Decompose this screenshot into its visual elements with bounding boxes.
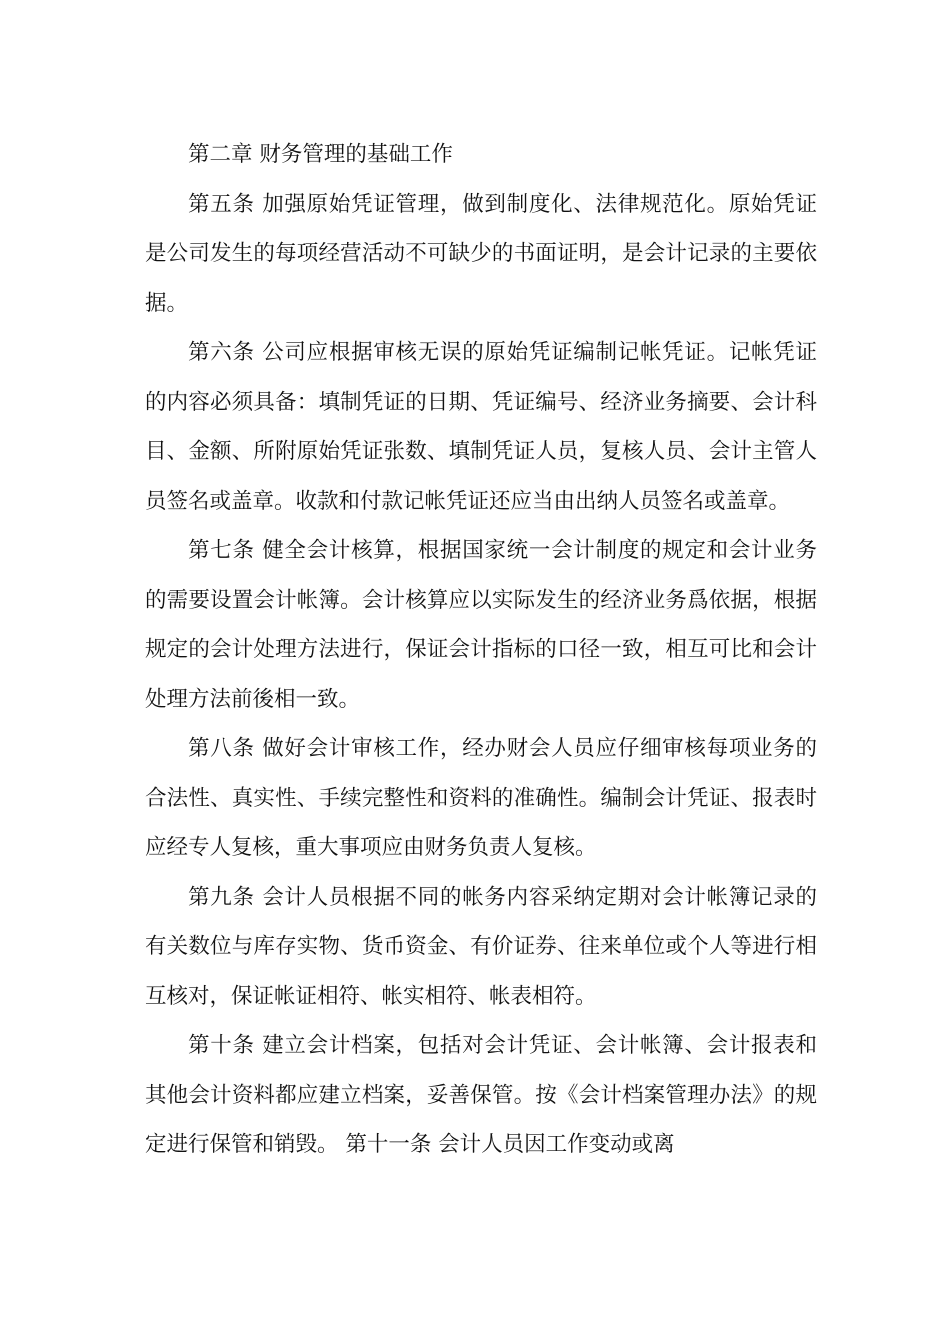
document-body — [145, 130, 817, 1170]
article-6: 第六条 公司应根据审核无误的原始凭证编制记帐凭证。记帐凭证的内容必须具备：填制凭证的日期、凭证编号、经济业务摘要、会计科目、金额、所附原始凭证张数、填制凭证人员，复核人员、会计主管人员签名或盖章。收款和付款记帐凭证还应当由出纳人员签名或盖章。 — [145, 340, 817, 514]
article-9: 第九条 会计人员根据不同的帐务内容采纳定期对会计帐簿记录的有关数位与库存实物、货币资金、有价证券、往来单位或个人等进行相互核对，保证帐证相符、帐实相符、帐表相符。 — [145, 884, 817, 1009]
article-5: 第五条 加强原始凭证管理，做到制度化、法律规范化。原始凭证是公司发生的每项经营活动不可缺少的书面证明，是会计记录的主要依据。 — [145, 191, 817, 316]
chapter-heading: 第二章 财务管理的基础工作 — [188, 142, 453, 167]
article-10: 第十条 建立会计档案，包括对会计凭证、会计帐簿、会计报表和其他会计资料都应建立档案，妥善保管。按《会计档案管理办法》的规定进行保管和销毁。 第十一条 会计人员因工作变动或离 — [145, 1033, 817, 1157]
article-7: 第七条 健全会计核算，根据国家统一会计制度的规定和会计业务的需要设置会计帐簿。会计核算应以实际发生的经济业务爲依据，根据规定的会计处理方法进行，保证会计指标的口径一致，相互可比和会计处理方法前後相一致。 — [145, 538, 817, 712]
article-8: 第八条 做好会计审核工作，经办财会人员应仔细审核每项业务的合法性、真实性、手续完整性和资料的准确性。编制会计凭证、报表时应经专人复核，重大事项应由财务负责人复核。 — [145, 736, 817, 860]
